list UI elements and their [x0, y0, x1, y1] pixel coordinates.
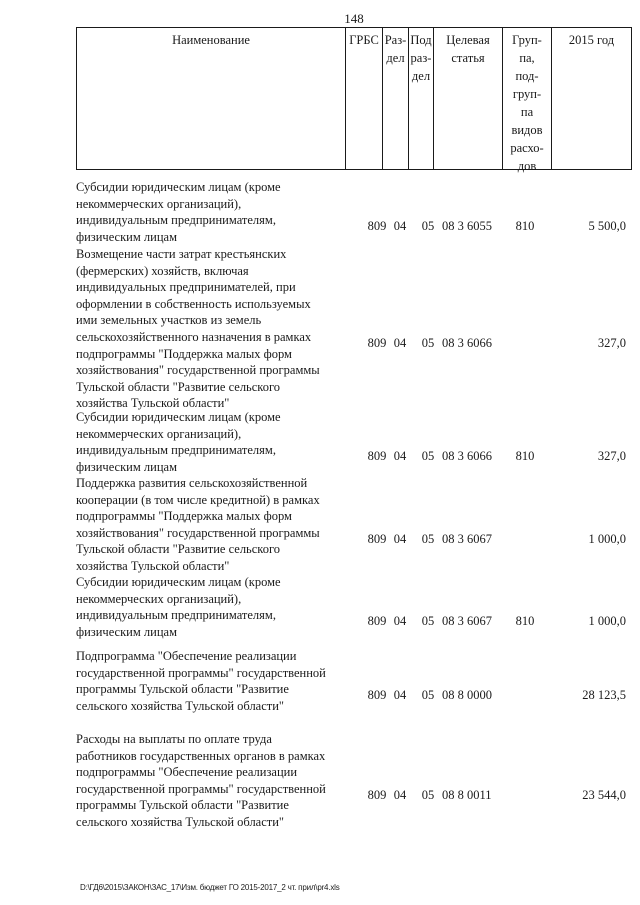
row-name-line: государственной программы" государственной	[76, 665, 326, 680]
podrazdel-code: 05	[421, 531, 435, 546]
target-article: 08 3 6055	[442, 219, 492, 234]
row-name-line: Субсидии юридическим лицам (кроме	[76, 410, 281, 424]
row-name-line: (фермерских) хозяйств, включая	[76, 263, 249, 278]
row-name	[76, 731, 358, 831]
row-name-line: хозяйствования" государственной программы	[76, 525, 320, 540]
header-line: па	[520, 105, 534, 119]
row-name-line: программы Тульской области "Развитие	[76, 682, 289, 697]
row-name	[76, 648, 358, 714]
row-name-line: подпрограммы "Обеспечение реализации	[76, 765, 298, 780]
expense-group: 810	[515, 449, 535, 464]
target-article: 08 3 6066	[442, 449, 492, 464]
page-number: 148	[344, 11, 364, 26]
row-name-line: некоммерческих организаций),	[76, 426, 242, 441]
amount-2015: 1 000,0	[588, 531, 626, 546]
podrazdel-code: 05	[421, 688, 435, 703]
podrazdel-code: 05	[421, 614, 435, 629]
amount-2015: 28 123,5	[582, 688, 626, 703]
row-name-line: кооперации (в том числе кредитной) в рамках	[76, 492, 320, 507]
row-name-line: Субсидии юридическим лицам (кроме	[76, 180, 281, 194]
razdel-code: 04	[393, 614, 407, 629]
row-name-line: Возмещение части затрат крестьянских	[76, 247, 287, 261]
target-article: 08 3 6067	[442, 531, 492, 546]
row-name	[76, 475, 358, 575]
row-name-line: хозяйствования" государственной программы	[76, 363, 320, 378]
amount-2015: 5 500,0	[588, 219, 626, 234]
row-name	[76, 179, 358, 245]
podrazdel-code: 05	[421, 336, 435, 350]
amount-2015: 23 544,0	[582, 787, 626, 802]
row-name-line: программы Тульской области "Развитие	[76, 798, 289, 813]
target-article: 08 3 6067	[442, 614, 492, 629]
header-line: Груп-	[512, 33, 542, 47]
row-name-line: ими земельных участков из земель	[76, 313, 262, 328]
header-line: дов	[517, 159, 537, 173]
header-year-2015	[551, 27, 632, 170]
header-line: под-	[515, 69, 539, 83]
razdel-code: 04	[393, 336, 407, 350]
header-line: 2015 год	[568, 33, 615, 47]
grbs-code: 809	[367, 219, 387, 234]
row-name-line: Расходы на выплаты по оплате труда	[76, 732, 272, 746]
podrazdel-code: 05	[421, 449, 435, 464]
row-name-line: сельского хозяйства Тульской области"	[76, 814, 285, 829]
header-line: статья	[451, 51, 485, 65]
row-name-line: оформлении в собственность используемых	[76, 296, 311, 311]
target-article: 08 8 0000	[442, 688, 492, 703]
razdel-code: 04	[393, 531, 407, 546]
header-podrazdel	[408, 27, 434, 170]
header-line: Наименование	[172, 33, 250, 47]
header-line: раз-	[410, 51, 432, 65]
podrazdel-code: 05	[421, 219, 435, 234]
row-name-line: Подпрограмма "Обеспечение реализации	[76, 649, 297, 663]
grbs-code: 809	[367, 614, 387, 629]
row-name-line: Тульской области "Развитие сельского	[76, 542, 281, 557]
razdel-code: 04	[393, 219, 407, 234]
row-name	[76, 246, 358, 412]
amount-2015: 1 000,0	[588, 614, 626, 629]
header-target-article	[433, 27, 503, 170]
expense-group: 810	[515, 219, 535, 234]
row-name-line: подпрограммы "Поддержка малых форм	[76, 509, 292, 524]
row-name-line: работников государственных органов в рамках	[76, 748, 326, 763]
header-expense-group	[502, 27, 552, 173]
target-article: 08 8 0011	[442, 787, 492, 802]
row-name-line: государственной программы" государственной	[76, 781, 326, 796]
table-header	[76, 27, 636, 173]
razdel-code: 04	[393, 787, 407, 802]
grbs-code: 809	[367, 531, 387, 546]
expense-group: 810	[515, 614, 535, 629]
row-name-line: сельскохозяйственного назначения в рамках	[76, 329, 312, 344]
row-name-line: физическим лицам	[76, 229, 177, 244]
header-line: па,	[519, 51, 535, 65]
row-name-line: физическим лицам	[76, 624, 177, 639]
row-name-line: индивидуальным предпринимателям,	[76, 443, 276, 458]
podrazdel-code: 05	[421, 787, 435, 802]
header-line: ГРБС	[349, 33, 379, 47]
row-name	[76, 409, 358, 475]
header-line: дел	[411, 69, 431, 83]
row-name-line: Тульской области "Развитие сельского	[76, 379, 281, 394]
row-name-line: индивидуальным предпринимателям,	[76, 608, 276, 623]
row-name-line: Субсидии юридическим лицам (кроме	[76, 575, 281, 589]
row-name-line: индивидуальных предпринимателей, при	[76, 280, 296, 295]
grbs-code: 809	[367, 336, 387, 350]
header-line: Под	[410, 33, 432, 47]
header-line: груп-	[512, 87, 542, 101]
header-name	[76, 27, 346, 170]
row-name-line: хозяйства Тульской области"	[76, 558, 230, 573]
header-line: расхо-	[510, 141, 544, 155]
grbs-code: 809	[367, 449, 387, 464]
row-name-line: индивидуальным предпринимателям,	[76, 213, 276, 228]
header-razdel	[382, 27, 409, 170]
row-name-line: некоммерческих организаций),	[76, 196, 242, 211]
header-line: Целевая	[446, 33, 490, 47]
row-name-line: подпрограммы "Поддержка малых форм	[76, 346, 292, 361]
row-name-line: физическим лицам	[76, 459, 177, 474]
header-line: Раз-	[384, 33, 407, 47]
amount-2015: 327,0	[597, 336, 626, 350]
row-name-line: Поддержка развития сельскохозяйственной	[76, 476, 308, 490]
row-name-line: некоммерческих организаций),	[76, 591, 242, 606]
target-article: 08 3 6066	[442, 336, 492, 350]
row-name-line: хозяйства Тульской области"	[76, 396, 230, 411]
razdel-code: 04	[393, 449, 407, 464]
header-line: дел	[386, 51, 405, 65]
row-name	[76, 574, 358, 640]
header-line: видов	[511, 123, 543, 137]
row-name-line: сельского хозяйства Тульской области"	[76, 698, 285, 713]
grbs-code: 809	[367, 787, 387, 802]
amount-2015: 327,0	[597, 449, 626, 464]
header-grbs	[345, 27, 383, 170]
razdel-code: 04	[393, 688, 407, 703]
grbs-code: 809	[367, 688, 387, 703]
footer-file-path: D:\ГД6\2015\ЗАКОН\ЗАС_17\Изм. бюджет ГО 2015-2017_2 чт. прил\pr4.xls	[80, 883, 340, 892]
